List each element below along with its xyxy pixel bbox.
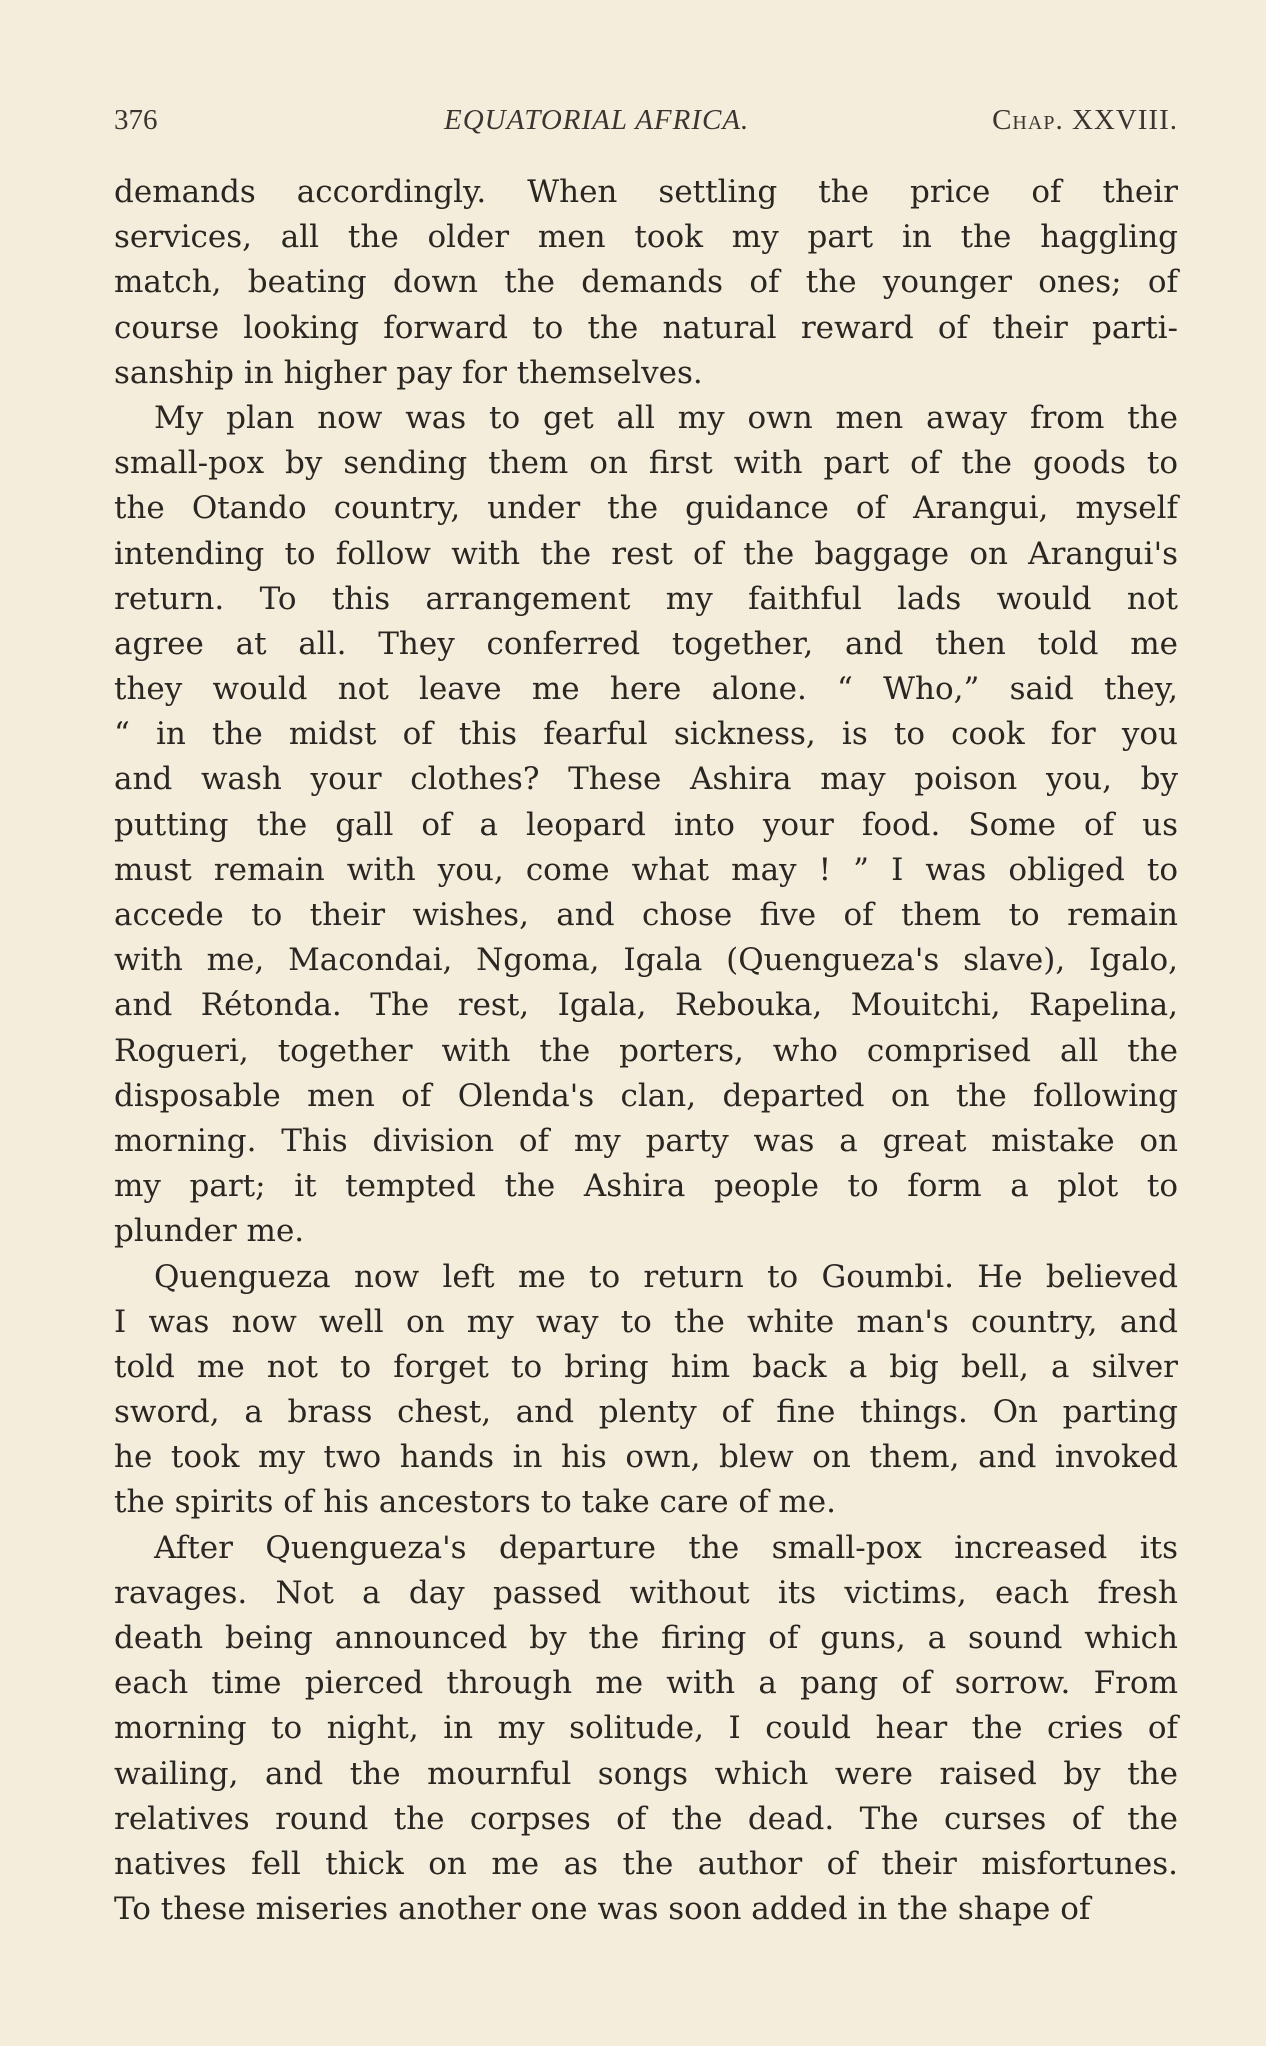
body-text [114,170,1178,1932]
text-line: sanship in higher pay for themselves. [114,354,703,391]
paragraph [114,1526,1178,1933]
running-title: EQUATORIAL AFRICA. [444,104,750,136]
text-line: morning. This division of my party was a great mistake on [114,1122,1178,1159]
text-line: match, beating down the demands of the younger ones; of [114,264,1178,301]
text-line: relatives round the corpses of the dead. The curses of the [114,1800,1178,1837]
paragraph [114,170,1178,396]
text-line: he took my two hands in his own, blew on them, and invoked [114,1439,1178,1476]
paragraph [114,1255,1178,1526]
text-line: To these miseries another one was soon added in the shape of [114,1891,1091,1928]
text-line: each time pierced through me with a pang of sorrow. From [114,1665,1178,1702]
text-line: with me, Macondai, Ngoma, Igala (Quengueza's slave), Igalo, [114,942,1178,979]
text-line: Quengueza now left me to return to Goumbi. He believed [154,1258,1178,1295]
text-line: and wash your clothes? These Ashira may poison you, by [114,761,1178,798]
text-line: plunder me. [114,1213,305,1250]
text-line: sword, a brass chest, and plenty of fine things. On parting [114,1394,1178,1431]
text-line: morning to night, in my solitude, I could hear the cries of [114,1710,1178,1747]
text-line: After Quengueza's departure the small-pox increased its [154,1529,1178,1566]
text-line: natives fell thick on me as the author of their misfortunes. [114,1845,1178,1882]
text-line: agree at all. They conferred together, and then told me [114,625,1178,662]
text-line: Rogueri, together with the porters, who comprised all the [114,1032,1178,1069]
text-line: ravages. Not a day passed without its victims, each fresh [114,1574,1178,1611]
text-line: I was now well on my way to the white man's country, and [114,1303,1178,1340]
paragraph [114,396,1178,1255]
text-line: intending to follow with the rest of the baggage on Arangui's [114,535,1178,572]
text-line: disposable men of Olenda's clan, departed on the following [114,1077,1178,1114]
text-line: death being announced by the firing of guns, a sound which [114,1620,1178,1656]
text-line: told me not to forget to bring him back a big bell, a silver [114,1348,1178,1385]
text-line: “ in the midst of this fearful sickness, is to cook for you [114,716,1178,753]
text-line: accede to their wishes, and chose five of them to remain [114,897,1178,933]
text-line: course looking forward to the natural reward of their parti- [114,309,1178,346]
text-line: small-pox by sending them on first with part of the goods to [114,445,1178,482]
text-line: the Otando country, under the guidance of Arangui, myself [114,490,1178,527]
text-line: wailing, and the mournful songs which were raised by the [114,1755,1178,1792]
running-header [114,100,1178,140]
text-line: must remain with you, come what may ! ” I was obliged to [114,851,1178,888]
text-line: My plan now was to get all my own men away from the [154,399,1178,436]
chapter-label: Chap. XXVIII. [992,104,1178,136]
text-line: the spirits of his ancestors to take care of me. [114,1484,836,1521]
text-line: they would not leave me here alone. “ Who,” said they, [114,671,1178,708]
text-line: putting the gall of a leopard into your food. Some of us [114,806,1178,843]
text-line: demands accordingly. When settling the price of their [114,174,1178,210]
page-number: 376 [114,104,158,136]
text-line: return. To this arrangement my faithful lads would not [114,580,1178,617]
text-line: and Rétonda. The rest, Igala, Rebouka, Mouitchi, Rapelina, [114,987,1178,1024]
text-line: my part; it tempted the Ashira people to form a plot to [114,1168,1178,1205]
text-line: services, all the older men took my part in the haggling [114,219,1178,256]
